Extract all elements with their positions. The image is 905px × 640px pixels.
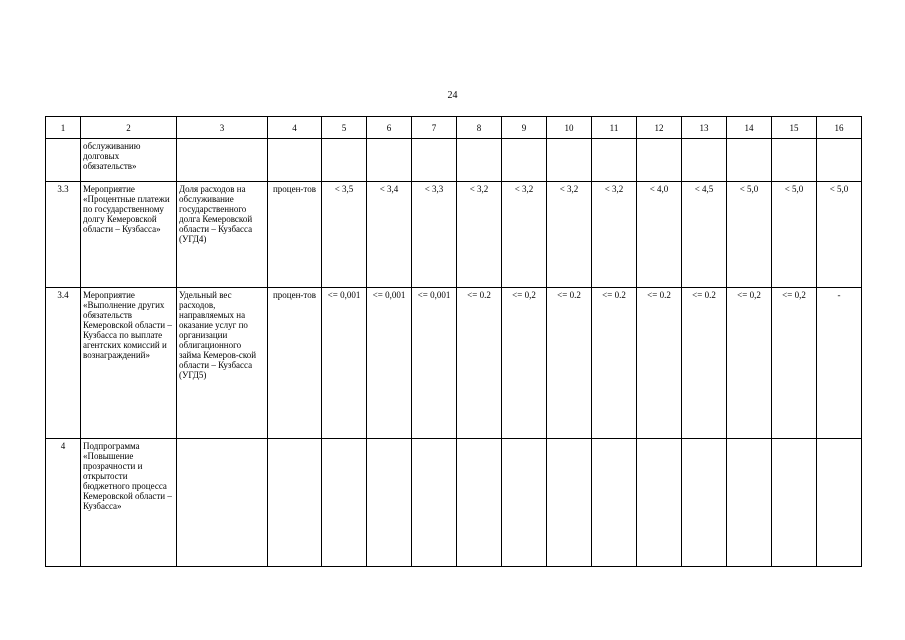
header-cell-7: 7 [412, 117, 457, 139]
value-cell [412, 439, 457, 567]
header-cell-5: 5 [322, 117, 367, 139]
event-name-cell: Мероприятие «Выполнение других обязательств Кемеровской области – Кузбасса по выплате агентских комиссий и вознаграждений» [81, 288, 177, 439]
table-row [46, 439, 862, 567]
value-cell [637, 439, 682, 567]
unit-cell [268, 439, 322, 567]
value-cell [457, 439, 502, 567]
table-row [46, 139, 862, 182]
value-cell [502, 139, 547, 182]
value-cell: < 3,2 [457, 182, 502, 288]
value-cell: <= 0,2 [772, 288, 817, 439]
value-cell [727, 439, 772, 567]
unit-cell [268, 139, 322, 182]
indicators-table [45, 116, 862, 567]
value-cell: < 3,2 [547, 182, 592, 288]
header-cell-13: 13 [682, 117, 727, 139]
value-cell: < 3,2 [502, 182, 547, 288]
value-cell [322, 139, 367, 182]
value-cell [772, 439, 817, 567]
header-cell-1: 1 [46, 117, 81, 139]
value-cell [682, 439, 727, 567]
value-cell: < 3,5 [322, 182, 367, 288]
value-cell: - [817, 288, 862, 439]
value-cell [592, 139, 637, 182]
header-cell-6: 6 [367, 117, 412, 139]
value-cell: < 5,0 [772, 182, 817, 288]
value-cell: < 4,5 [682, 182, 727, 288]
value-cell: <= 0.2 [682, 288, 727, 439]
value-cell [547, 439, 592, 567]
value-cell: <= 0,001 [367, 288, 412, 439]
event-name-cell: Подпрограмма «Повышение прозрачности и открытости бюджетного процесса Кемеровской области – Кузбасса» [81, 439, 177, 567]
value-cell [592, 439, 637, 567]
event-name-cell: обслуживанию долговых обязательств» [81, 139, 177, 182]
value-cell: < 4,0 [637, 182, 682, 288]
row-number-cell: 3.4 [46, 288, 81, 439]
value-cell [727, 139, 772, 182]
table-row [46, 288, 862, 439]
indicator-name-cell: Доля расходов на обслуживание государственного долга Кемеровской области – Кузбасса (УГД4) [177, 182, 268, 288]
unit-cell: процен-тов [268, 182, 322, 288]
value-cell: <= 0,001 [412, 288, 457, 439]
value-cell: < 5,0 [817, 182, 862, 288]
value-cell [367, 139, 412, 182]
value-cell [412, 139, 457, 182]
header-cell-16: 16 [817, 117, 862, 139]
indicator-name-cell: Удельный вес расходов, направляемых на оказание услуг по организации облигационного займа Кемеров-ской области – Кузбасса (УГД5) [177, 288, 268, 439]
value-cell [682, 139, 727, 182]
value-cell: < 3,4 [367, 182, 412, 288]
value-cell: <= 0.2 [637, 288, 682, 439]
header-cell-14: 14 [727, 117, 772, 139]
page-number: 24 [447, 90, 458, 101]
value-cell: < 3,3 [412, 182, 457, 288]
value-cell: <= 0,001 [322, 288, 367, 439]
header-cell-15: 15 [772, 117, 817, 139]
value-cell: <= 0.2 [592, 288, 637, 439]
value-cell: <= 0.2 [547, 288, 592, 439]
value-cell [817, 439, 862, 567]
value-cell: <= 0.2 [457, 288, 502, 439]
header-cell-4: 4 [268, 117, 322, 139]
value-cell: < 3,2 [592, 182, 637, 288]
header-cell-2: 2 [81, 117, 177, 139]
value-cell [772, 139, 817, 182]
header-cell-9: 9 [502, 117, 547, 139]
value-cell [367, 439, 412, 567]
value-cell: < 5,0 [727, 182, 772, 288]
header-cell-12: 12 [637, 117, 682, 139]
value-cell: <= 0,2 [727, 288, 772, 439]
header-cell-10: 10 [547, 117, 592, 139]
value-cell [817, 139, 862, 182]
row-number-cell: 4 [46, 439, 81, 567]
value-cell: <= 0,2 [502, 288, 547, 439]
value-cell [502, 439, 547, 567]
indicator-name-cell [177, 439, 268, 567]
row-number-cell: 3.3 [46, 182, 81, 288]
value-cell [322, 439, 367, 567]
indicator-name-cell [177, 139, 268, 182]
header-row [46, 117, 862, 139]
unit-cell: процен-тов [268, 288, 322, 439]
row-number-cell [46, 139, 81, 182]
value-cell [637, 139, 682, 182]
header-cell-11: 11 [592, 117, 637, 139]
table-row [46, 182, 862, 288]
header-cell-8: 8 [457, 117, 502, 139]
event-name-cell: Мероприятие «Процентные платежи по государственному долгу Кемеровской области – Кузбасса» [81, 182, 177, 288]
header-cell-3: 3 [177, 117, 268, 139]
value-cell [547, 139, 592, 182]
value-cell [457, 139, 502, 182]
